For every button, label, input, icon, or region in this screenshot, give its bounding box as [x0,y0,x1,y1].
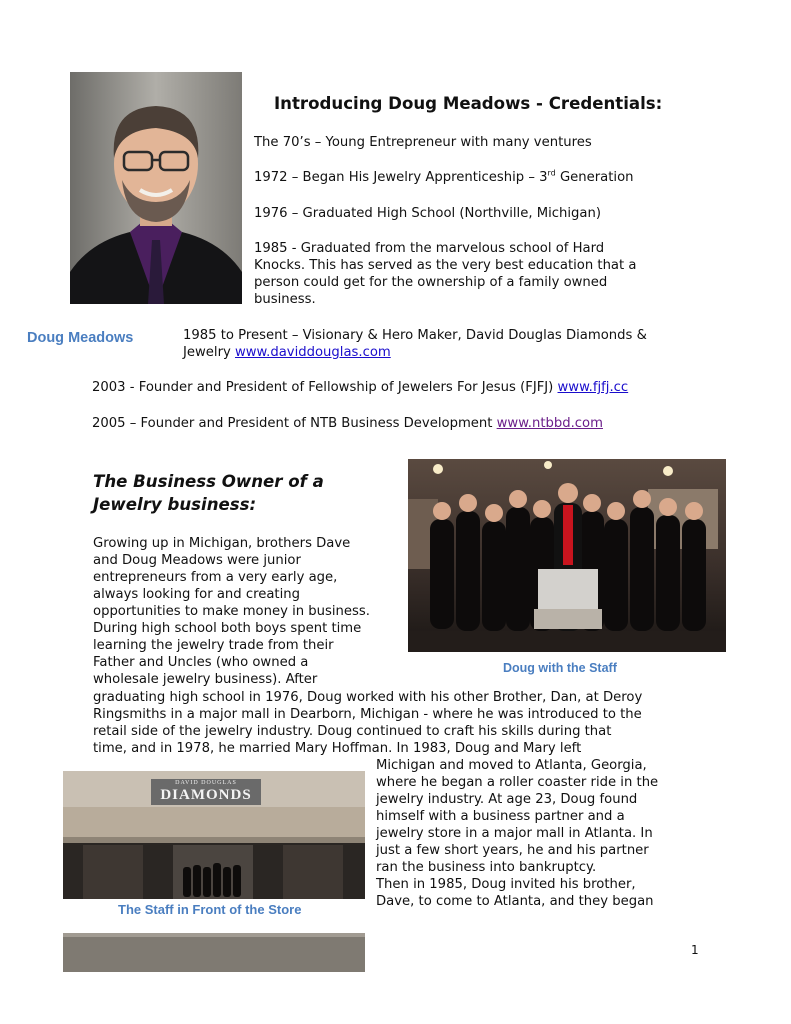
body-line: and Doug Meadows were junior [93,553,301,568]
body-line: entrepreneurs from a very early age, [93,570,338,585]
portrait-illustration [70,72,242,304]
credential-item [92,379,628,396]
credential-item: 1976 – Graduated High School (Northville, Michigan) [254,206,601,221]
body-line: During high school both boys spent time [93,621,362,636]
credential-item-line: person could get for the ownership of a family owned [254,275,608,290]
credential-text: 2005 – Founder and President of NTB Business Development [92,416,497,431]
credential-text: Jewelry [183,345,235,360]
body-line: retail side of the jewelry industry. Doug continued to craft his skills during that [93,724,612,739]
body-line: ran the business into bankruptcy. [376,860,597,875]
staff-illustration [408,459,726,652]
fjfj-link[interactable]: www.fjfj.cc [557,380,629,395]
doug-portrait-photo [70,72,242,304]
body-line: Ringsmiths in a major mall in Dearborn, Michigan - where he was introduced to the [93,707,642,722]
body-line: where he began a roller coaster ride in the [376,775,659,790]
credential-item-line: Knocks. This has served as the very best education that a [254,258,637,273]
body-line: jewelry store in a major mall in Atlanta. In [376,826,653,841]
staff-photo [408,459,726,652]
section-heading: Jewelry business: [93,495,257,514]
body-line: Father and Uncles (who owned a [93,655,309,670]
body-line: opportunities to make money in business. [93,604,370,619]
body-line: jewelry industry. At age 23, Doug found [376,792,638,807]
body-line: Michigan and moved to Atlanta, Georgia, [376,758,647,773]
store-sign-large: DIAMONDS [160,787,252,803]
store-sign-small: DAVID DOUGLAS [175,780,237,786]
page-title: Introducing Doug Meadows - Credentials: [274,94,663,113]
credential-text: 1972 – Began His Jewelry Apprenticeship – 3 [254,170,548,185]
body-line: Then in 1985, Doug invited his brother, [376,877,636,892]
section-heading: The Business Owner of a [93,472,324,491]
body-line: graduating high school in 1976, Doug worked with his other Brother, Dan, at Deroy [93,690,643,705]
credential-item: The 70’s – Young Entrepreneur with many ventures [254,135,592,150]
staff-photo-caption: Doug with the Staff [503,661,617,675]
body-line: time, and in 1978, he married Mary Hoffman. In 1983, Doug and Mary left [93,741,582,756]
portrait-caption: Doug Meadows [27,330,134,346]
credential-item-line: 1985 to Present – Visionary & Hero Maker, David Douglas Diamonds & [183,328,647,343]
credential-text: Generation [555,170,634,185]
daviddouglas-link[interactable]: www.daviddouglas.com [234,345,391,360]
body-line: wholesale jewelry business). After [93,672,318,687]
body-line: learning the jewelry trade from their [93,638,334,653]
body-line: just a few short years, he and his partner [376,843,649,858]
store-photo-caption: The Staff in Front of the Store [118,902,302,917]
body-line: always looking for and creating [93,587,300,602]
credential-superscript: rd [547,168,556,178]
credential-item-line [183,344,391,361]
page-number: 1 [691,943,699,957]
body-line: Growing up in Michigan, brothers Dave [93,536,351,551]
store-photo [63,771,365,972]
credential-text: 2003 - Founder and President of Fellowship of Jewelers For Jesus (FJFJ) [92,380,558,395]
credential-item [254,169,634,186]
credential-item-line: business. [254,292,316,307]
body-line: himself with a business partner and a [376,809,625,824]
body-line: Dave, to come to Atlanta, and they began [376,894,654,909]
ntbbd-link[interactable]: www.ntbbd.com [496,416,603,431]
credential-item [92,415,603,432]
store-sign [151,779,261,805]
credential-item-line: 1985 - Graduated from the marvelous school of Hard [254,241,605,256]
